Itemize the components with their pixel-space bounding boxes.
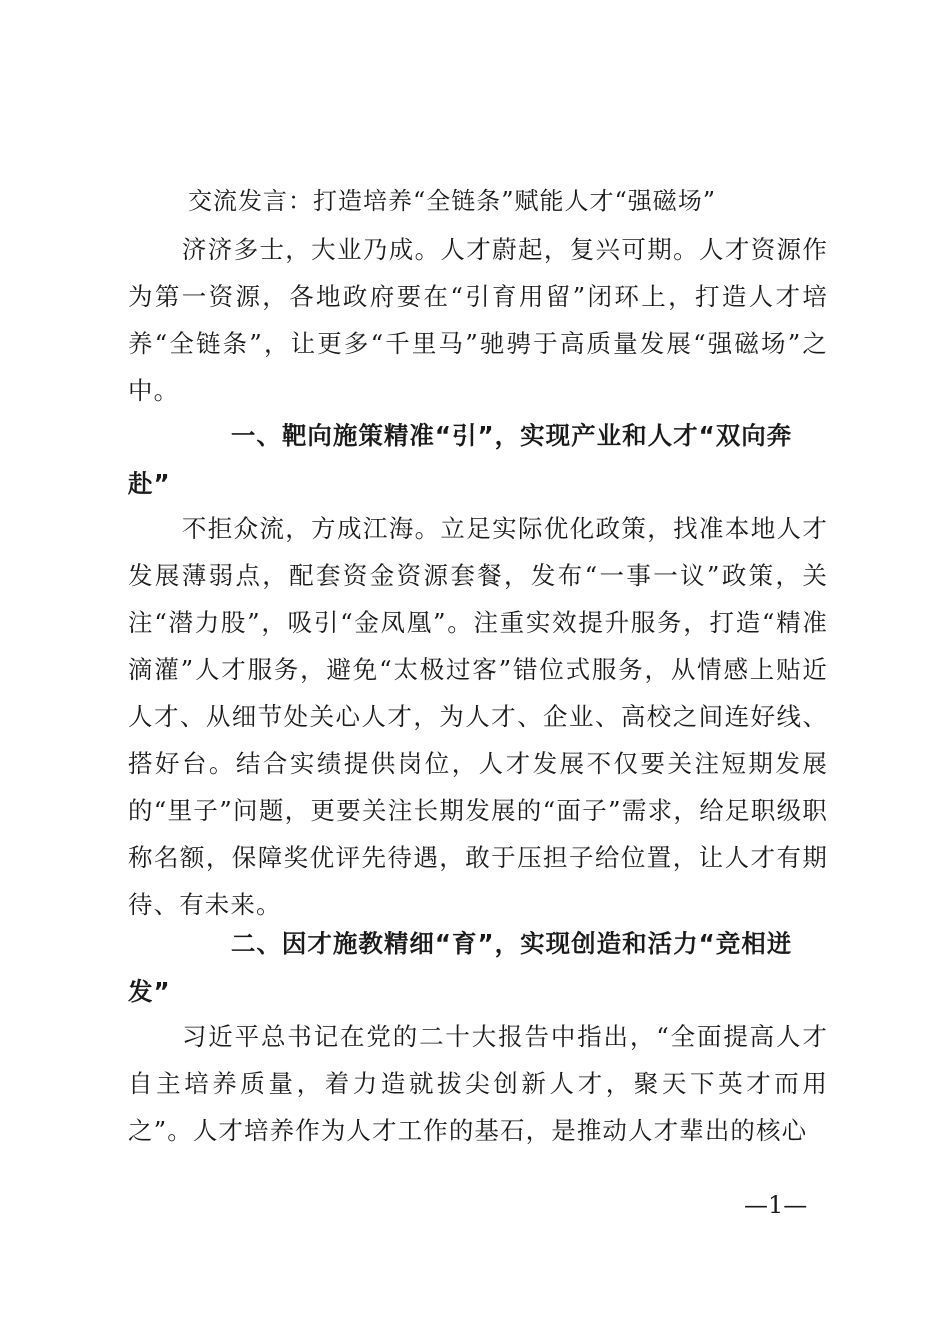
document-title: 交流发言：打造培养“全链条”赋能人才“强磁场”: [188, 187, 717, 215]
intro-paragraph: 济济多士，大业乃成。人才蔚起，复兴可期。人才资源作为第一资源，各地政府要在“引育用留”闭环上，打造人才培养“全链条”，让更多“千里马”驰骋于高质量发展“强磁场”之中。: [128, 235, 828, 405]
section-2-heading: 二、因才施教精细“育”，实现创造和活力“竞相迸发”: [128, 929, 793, 1006]
page-number: —1—: [744, 1191, 808, 1219]
section-1-heading: 一、靶向施策精准“引”，实现产业和人才“双向奔赴”: [128, 421, 793, 498]
section-2-paragraph: 习近平总书记在党的二十大报告中指出，“全面提高人才自主培养质量，着力造就拔尖创新人才，聚天下英才而用之”。人才培养作为人才工作的基石，是推动人才辈出的核心: [128, 1022, 828, 1145]
section-1-paragraph: 不拒众流，方成江海。立足实际优化政策，找准本地人才发展薄弱点，配套资金资源套餐，发布“一事一议”政策，关注“潜力股”，吸引“金凤凰”。注重实效提升服务，打造“精准滴灌”人才服务，避免“太极过客”错位式服务，从情感上贴近人才、从细节处关心人才，为人才、企业、高校之间连好线、搭好台。结合实绩提供岗位，人才发展不仅要关注短期发展的“里子”问题，更要关注长期发展的“面子”需求，给足职级职称名额，保障奖优评先待遇，敢于压担子给位置，让人才有期待、有未来。: [128, 514, 828, 919]
